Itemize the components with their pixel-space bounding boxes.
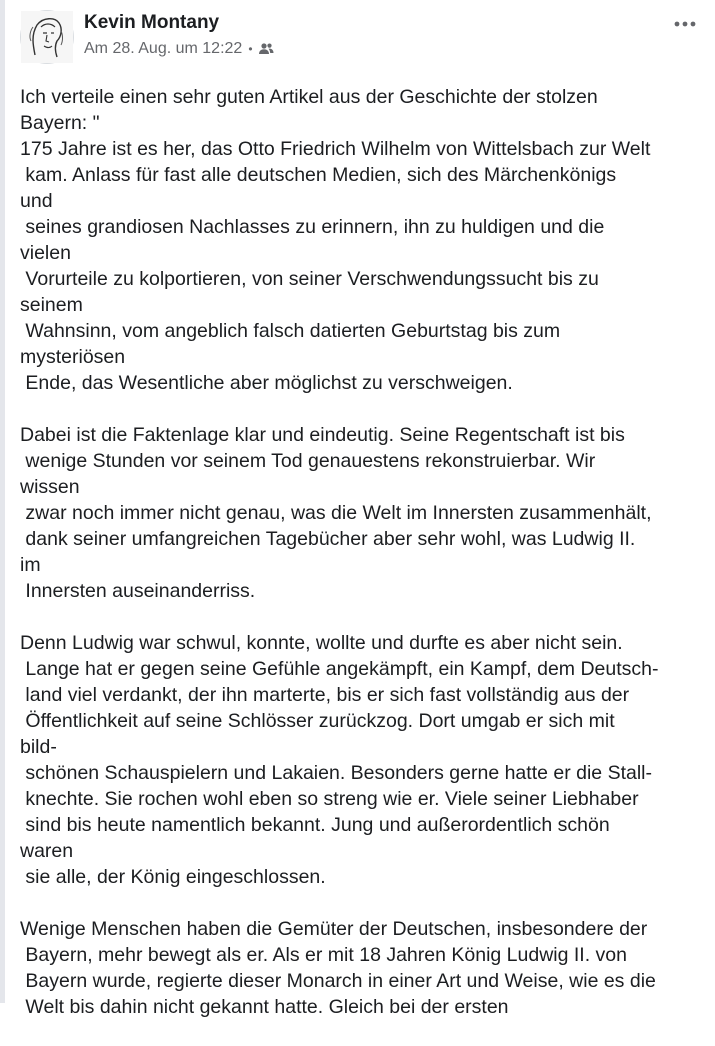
post-text-line: Denn Ludwig war schwul, konnte, wollte und durfte es aber nicht sein. <box>20 632 623 654</box>
post-body <box>20 84 710 1046</box>
post-text-line: 175 Jahre ist es her, das Otto Friedrich Wilhelm von Wittelsbach zur Welt <box>20 138 651 160</box>
post-text-line: sie alle, der König eingeschlossen. <box>20 866 326 888</box>
post-paragraph <box>20 422 710 604</box>
post-text-line: Vorurteile zu kolportieren, von seiner Verschwendungssucht bis zu <box>20 268 599 290</box>
post-paragraph <box>20 84 710 396</box>
post-text-line: Bayern, mehr bewegt als er. Als er mit 18 Jahren König Ludwig II. von <box>20 944 627 966</box>
post-text-line: und <box>20 190 53 212</box>
post-text-line: zwar noch immer nicht genau, was die Welt im Innersten zusammenhält, <box>20 502 652 524</box>
post-text-line: Wenige Menschen haben die Gemüter der Deutschen, insbesondere der <box>20 918 648 940</box>
post-text-line: Bayern: " <box>20 112 100 134</box>
more-options-button[interactable] <box>670 14 700 34</box>
post-header <box>20 10 700 66</box>
left-border <box>0 0 5 1003</box>
post-text-line: kam. Anlass für fast alle deutschen Medien, sich des Märchenkönigs <box>20 164 617 186</box>
post-text-line: land viel verdankt, der ihn marterte, bis er sich fast vollständig aus der <box>20 684 630 706</box>
meta-separator: • <box>248 42 253 56</box>
post-text-line: Wahnsinn, vom angeblich falsch datierten Geburtstag bis zum <box>20 320 561 342</box>
friends-icon[interactable] <box>258 42 274 56</box>
post-text-line: sind bis heute namentlich bekannt. Jung und außerordentlich schön <box>20 814 610 836</box>
post-text-line: Ich verteile einen sehr guten Artikel aus der Geschichte der stolzen <box>20 86 598 108</box>
post-text-line: schönen Schauspielern und Lakaien. Besonders gerne hatte er die Stall- <box>20 762 652 784</box>
post-text-line: wenige Stunden vor seinem Tod genauestens rekonstruierbar. Wir <box>20 450 596 472</box>
post-text-line: Öffentlichkeit auf seine Schlösser zurückzog. Dort umgab er sich mit <box>20 710 615 732</box>
post-text-line: seines grandiosen Nachlasses zu erinnern, ihn zu huldigen und die <box>20 216 605 238</box>
post-text-line: Ende, das Wesentliche aber möglichst zu verschweigen. <box>20 372 513 394</box>
avatar[interactable] <box>20 10 74 64</box>
more-horizontal-icon <box>674 21 696 27</box>
post-text-line: wissen <box>20 476 80 498</box>
post-text-line: vielen <box>20 242 71 264</box>
author-name[interactable]: Kevin Montany <box>84 12 220 33</box>
post-text-line: seinem <box>20 294 83 316</box>
post-text-line: mysteriösen <box>20 346 126 368</box>
post-paragraph <box>20 916 710 1020</box>
post-text-line: im <box>20 554 41 576</box>
post-text-line: dank seiner umfangreichen Tagebücher aber sehr wohl, was Ludwig II. <box>20 528 636 550</box>
post-text-line: bild- <box>20 736 57 758</box>
post-meta <box>84 40 274 58</box>
post-text-line: Welt bis dahin nicht gekannt hatte. Gleich bei der ersten <box>20 996 509 1018</box>
post-text-line: Bayern wurde, regierte dieser Monarch in einer Art und Weise, wie es die <box>20 970 656 992</box>
post-text-line: Dabei ist die Faktenlage klar und eindeutig. Seine Regentschaft ist bis <box>20 424 625 446</box>
post-text-line: Innersten auseinanderriss. <box>20 580 256 602</box>
post-timestamp[interactable]: Am 28. Aug. um 12:22 <box>84 40 243 57</box>
post-text-line: waren <box>20 840 74 862</box>
avatar-sketch-icon <box>21 11 73 63</box>
post-paragraph <box>20 630 710 890</box>
post-text-line: Lange hat er gegen seine Gefühle angekämpft, ein Kampf, dem Deutsch- <box>20 658 659 680</box>
post-text-line: knechte. Sie rochen wohl eben so streng wie er. Viele seiner Liebhaber <box>20 788 639 810</box>
